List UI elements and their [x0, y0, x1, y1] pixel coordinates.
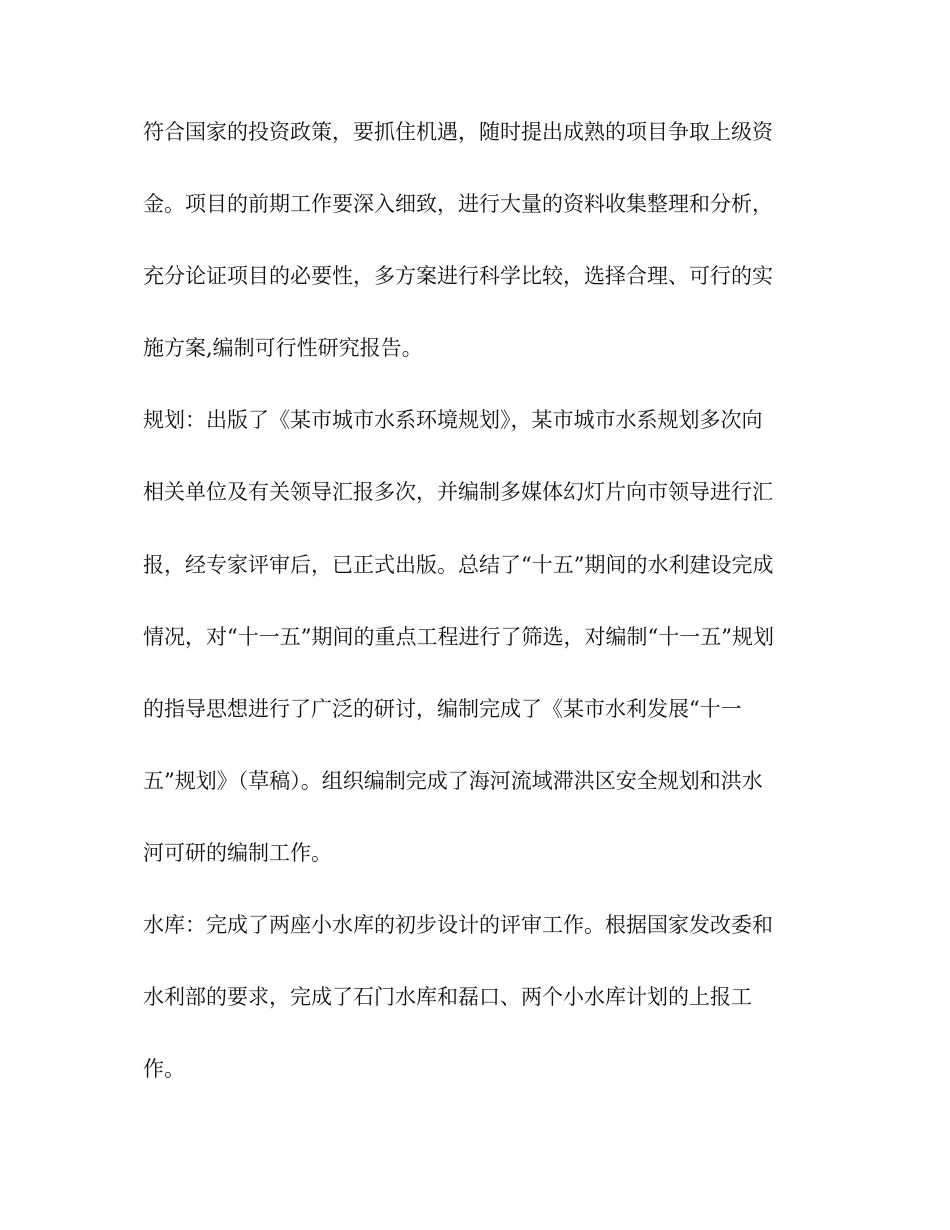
text-line: 符合国家的投资政策，要抓住机遇，随时提出成熟的项目争取上级资 — [143, 120, 773, 144]
text-line: 水库：完成了两座小水库的初步设计的评审工作。根据国家发改委和 — [143, 913, 773, 938]
text-line: 河可研的编制工作。 — [143, 840, 332, 865]
document-body — [143, 120, 823, 1129]
text-line: 五”规划》（草稿）。组织编制完成了海河流域滞洪区安全规划和洪水 — [143, 768, 763, 793]
text-line: 金。项目的前期工作要深入细致，进行大量的资料收集整理和分析， — [143, 192, 773, 217]
text-line: 情况，对“十一五”期间的重点工程进行了筛选，对编制“十一五”规划 — [143, 624, 774, 649]
text-line: 相关单位及有关领导汇报多次，并编制多媒体幻灯片向市领导进行汇 — [143, 480, 773, 505]
text-line: 施方案,编制可行性研究报告。 — [143, 336, 423, 361]
text-line: 充分论证项目的必要性，多方案进行科学比较，选择合理、可行的实 — [143, 264, 773, 289]
text-line: 的指导思想进行了广泛的研讨，编制完成了《某市水利发展“十一 — [143, 696, 742, 721]
text-line: 报，经专家评审后，已正式出版。总结了“十五”期间的水利建设完成 — [143, 552, 774, 577]
text-line: 水利部的要求，完成了石门水库和磊口、两个小水库计划的上报工 — [143, 985, 752, 1010]
text-line: 作。 — [143, 1057, 185, 1082]
text-line: 规划：出版了《某市城市水系环境规划》，某市城市水系规划多次向 — [143, 408, 763, 433]
